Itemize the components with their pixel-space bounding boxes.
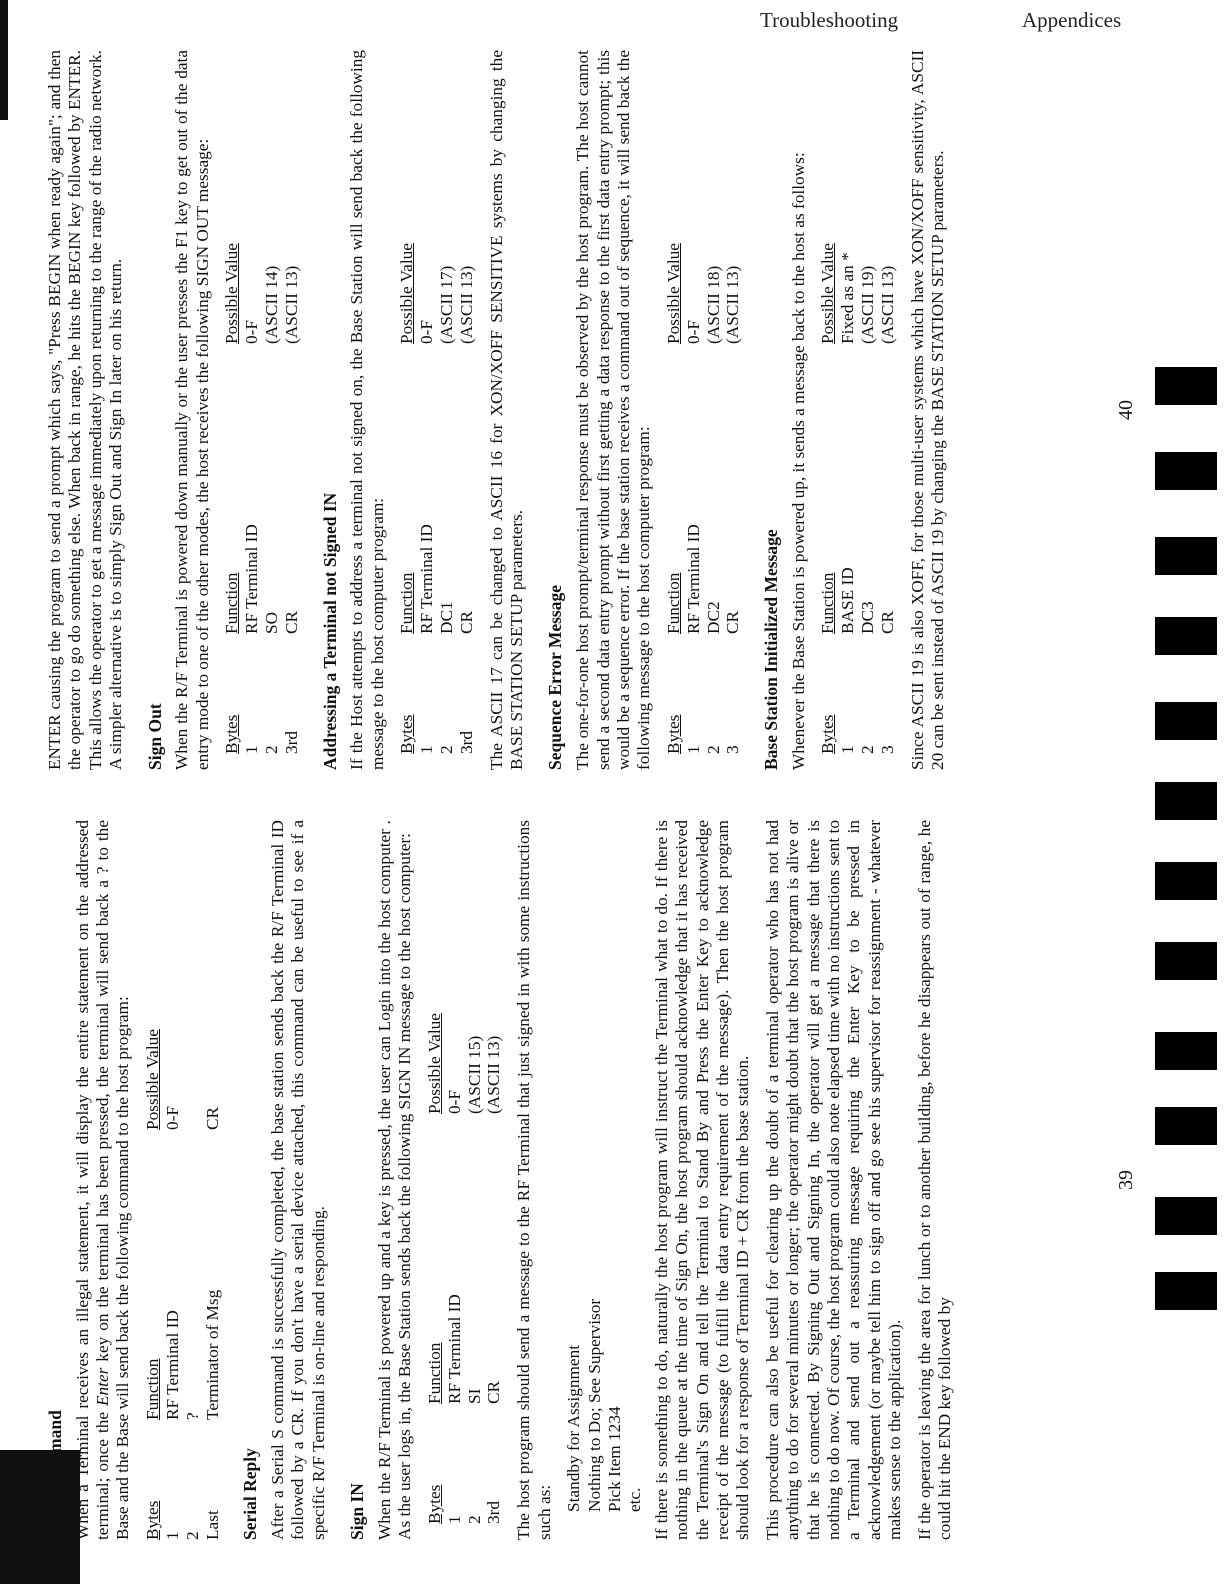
illegal-command-intro: When a Terminal receives an illegal statement, it will display the entire statement on the addressed terminal; once the Enter key on the terminal has been pressed, the terminal will send back a ? to the Base and the Base will send back the following command to the host program: (72, 820, 133, 1540)
binding-tab-mark (1155, 1107, 1217, 1145)
section-title-serial-reply: Serial Reply (240, 1448, 261, 1540)
sign-in-body: When the R/F Terminal is powered up and a key is pressed, the user can Login into the host computer . As the user logs in, the Base Station sends back the following SIGN IN message to the host computer: (374, 820, 415, 1540)
addressing-body: If the Host attempts to address a terminal not signed on, the Base Station will send back the following message to the host computer program: (347, 50, 387, 770)
binding-tab-mark (1155, 367, 1217, 405)
section-title-base-init: Base Station Initialized Message (761, 529, 782, 770)
binding-tab-mark (1155, 537, 1217, 575)
binding-tab-mark (1155, 702, 1217, 740)
table-row: 1 RF Terminal ID 0-F (416, 319, 436, 754)
list-item: Pick Item 1234 (604, 1406, 624, 1512)
table-row: 1 RF Terminal ID 0-F (683, 319, 703, 754)
table-row: 1 BASE ID Fixed as an * (838, 252, 858, 754)
binding-tab-mark (1155, 942, 1217, 980)
table-row: 2 SO (ASCII 14) (261, 265, 281, 754)
illegal-command-table: Bytes Function Possible Value 1 RF Terminal ID 0-F 2 ? Last Terminator of Msg CR (143, 910, 223, 1540)
header-troubleshooting: Troubleshooting (760, 8, 899, 32)
binding-tab-mark (1155, 862, 1217, 900)
sign-in-after-table: The host program should send a message to the RF Terminal that just signed in with some instructions such as: (514, 820, 554, 1540)
page-number-40: 40 (1115, 400, 1137, 420)
page-40 (45, 50, 1155, 770)
base-init-table: Bytes Function Possible Value 1 BASE ID Fixed as an * 2 DC3 (ASCII 19) 3 CR (ASCII 13) (818, 124, 898, 770)
sign-in-examples (564, 820, 646, 1512)
list-item: Standby for Assignment (564, 1344, 584, 1512)
table-row: 3 CR (ASCII 13) (723, 265, 743, 754)
sign-in-para3: This procedure can also be useful for clearing up the doubt of a terminal operator who has not had anything to do for several minutes or longer; the operator might doubt that the host program is alive or that he is connected. By Signing Out and Signing In, the operator will get a message that there is nothing to do now. Of course, the host program could also note elapsed time with no instructions sent to a Terminal and send out a reassuring message requiring the Enter Key to be pressed in acknowledgement (or maybe tell him to sign off and go see his supervisor for reassignment - whatever makes sense to the application). (762, 820, 905, 1540)
table-row: 3rd CR (ASCII 13) (456, 265, 476, 754)
header-appendices: Appendices (1022, 8, 1122, 32)
continuation-text: ENTER causing the program to send a prompt which says, "Press BEGIN when ready again"; and then the operator to go do something else. When back in range, he hits the BEGIN key followed by ENTER. This allows the operator to get a message immediately upon returning to the range of the radio network. A simpler alternative is to simply Sign Out and Sign In later on his return. (45, 50, 126, 770)
list-item: Nothing to Do; See Supervisor (584, 1298, 604, 1512)
table-row: 3 CR (ASCII 13) (878, 265, 898, 754)
binding-tab-mark (1155, 1197, 1217, 1235)
section-title-illegal-command: Illegal Command (45, 1410, 65, 1540)
sign-in-table: Bytes Function Possible Value 1 RF Terminal ID 0-F 2 SI (ASCII 15) 3rd CR (ASCII 13) (425, 894, 505, 1540)
addressing-after-table: The ASCII 17 can be changed to ASCII 16 for XON/XOFF SENSITIVE systems by changing the BASE STATION SETUP parameters. (486, 50, 527, 770)
page-39-text (45, 820, 955, 1540)
table-row: 2 ? (182, 1412, 202, 1540)
page-40-text (45, 50, 949, 770)
page-number-39: 39 (1115, 1170, 1137, 1190)
sign-out-table: Bytes Function Possible Value 1 RF Terminal ID 0-F 2 SO (ASCII 14) 3rd CR (ASCII 13) (222, 124, 302, 770)
table-row: 3rd CR (ASCII 13) (281, 265, 301, 754)
table-row: 2 DC1 (ASCII 17) (436, 265, 456, 754)
serial-reply-body: After a Serial S command is successfully completed, the base station sends back the R/F Terminal ID followed by a CR. If you don't have a serial device attached, this command can be useful to see if a specific R/F Terminal is on-line and responding. (268, 820, 328, 1540)
table-row: 2 SI (ASCII 15) (464, 1035, 484, 1524)
table-row: 2 DC3 (ASCII 19) (858, 265, 878, 754)
sequence-error-body: The one-for-one host prompt/terminal response must be observed by the host program. The host cannot send a second data entry prompt without first getting a data response to the first data entry prompt; this would be a sequence error. If the base station receives a command out of sequence, it will send back the following message to the host computer program: (573, 50, 654, 770)
rotated-spread (45, 50, 1155, 1540)
binding-tab-mark (1155, 452, 1217, 490)
table-row: 1 RF Terminal ID 0-F (241, 319, 261, 754)
table-row: 3rd CR (ASCII 13) (484, 1035, 504, 1524)
base-init-body: Whenever the Base Station is powered up, it sends a message back to the host as follows: (788, 152, 808, 770)
sign-in-para4: If the operator is leaving the area for lunch or to another building, before he disappears out of range, he could hit the END key followed by (914, 820, 955, 1540)
list-item: etc. (625, 1487, 645, 1512)
base-init-after-table: Since ASCII 19 is also XOFF, for those multi-user systems which have XON/XOFF sensitivity, ASCII 20 can be sent instead of ASCII 19 by changing the BASE STATION SETUP parameters. (907, 50, 948, 770)
table-row: 1 RF Terminal ID 0-F (162, 1105, 182, 1540)
section-title-sequence-error: Sequence Error Message (545, 584, 566, 770)
binding-tab-mark (1155, 1272, 1217, 1310)
sequence-error-table: Bytes Function Possible Value 1 RF Terminal ID 0-F 2 DC2 (ASCII 18) 3 CR (ASCII 13) (664, 124, 744, 770)
table-row: 1 RF Terminal ID 0-F (444, 1089, 464, 1524)
addressing-table: Bytes Function Possible Value 1 RF Terminal ID 0-F 2 DC1 (ASCII 17) 3rd CR (ASCII 13) (397, 124, 477, 770)
section-title-sign-out: Sign Out (144, 703, 165, 770)
binding-tab-mark (1155, 782, 1217, 820)
sign-out-body: When the R/F Terminal is powered down manually or the user presses the F1 key to get out of the data entry mode to one of the other modes, the host receives the following SIGN OUT message: (172, 50, 212, 770)
sign-in-para2: If there is something to do, naturally the host program will instruct the Terminal what to do. If there is nothing in the queue at the time of Sign On, the host program should acknowledge that it has received the Terminal's Sign On and tell the Terminal to Stand By and Press the Enter Key to acknowledge receipt of the message (to fulfill the data entry requirement of the message). Then the host program should look for a response of Terminal ID + CR from the base station. (651, 820, 753, 1540)
page-39 (45, 820, 1155, 1540)
binding-tab-mark (1155, 1032, 1217, 1070)
section-title-sign-in: Sign IN (347, 1483, 368, 1540)
binder-mark-top (0, 0, 8, 120)
section-title-addressing: Addressing a Terminal not Signed IN (319, 492, 340, 770)
binding-tab-mark (1155, 617, 1217, 655)
table-row: 2 DC2 (ASCII 18) (703, 265, 723, 754)
table-row: Last Terminator of Msg CR (202, 1106, 222, 1540)
